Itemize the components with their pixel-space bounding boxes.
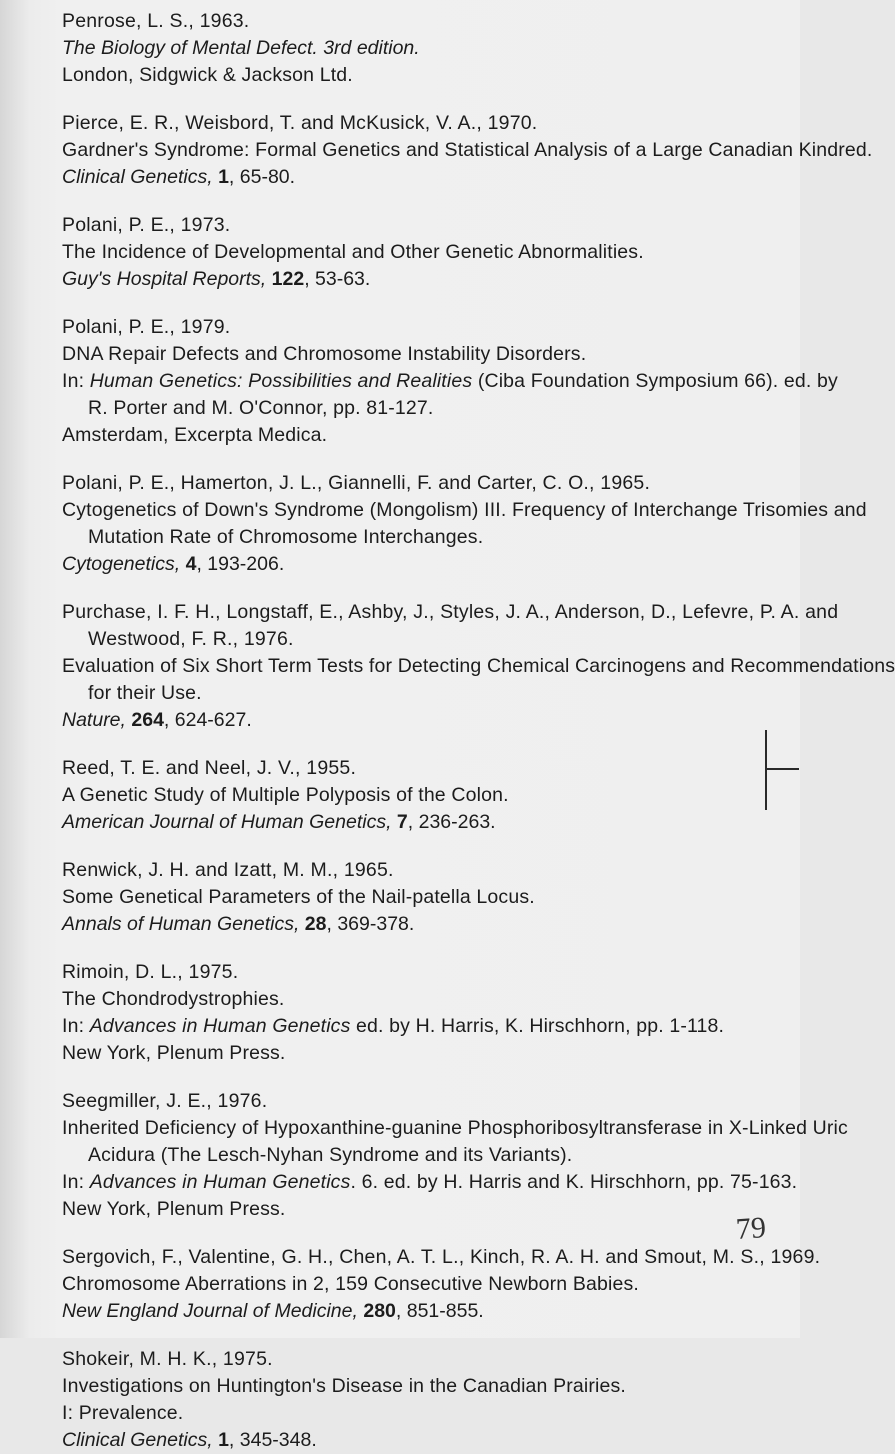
reference-entry xyxy=(62,755,787,836)
reference-publisher: Amsterdam, Excerpta Medica. xyxy=(62,424,328,446)
reference-title-continued: Mutation Rate of Chromosome Interchanges. xyxy=(88,526,484,548)
reference-title: Chromosome Aberrations in 2, 159 Consecutive Newborn Babies. xyxy=(62,1273,639,1295)
reference-authors: Shokeir, M. H. K., 1975. xyxy=(62,1348,273,1370)
reference-source: Cytogenetics, 4, 193-206. xyxy=(62,553,285,575)
reference-entry xyxy=(62,1088,848,1223)
reference-title-continued: for their Use. xyxy=(88,682,202,704)
reference-authors: Polani, P. E., 1979. xyxy=(62,316,231,338)
reference-title: Inherited Deficiency of Hypoxanthine-guanine Phosphoribosyltransferase in X-Linked Uric xyxy=(62,1117,848,1139)
reference-source: Clinical Genetics, 1, 65-80. xyxy=(62,166,296,188)
reference-entry xyxy=(62,599,895,734)
reference-source: The Biology of Mental Defect. 3rd edition. xyxy=(62,37,420,59)
reference-title: A Genetic Study of Multiple Polyposis of the Colon. xyxy=(62,784,509,806)
reference-title: Some Genetical Parameters of the Nail-patella Locus. xyxy=(62,886,535,908)
reference-authors: Pierce, E. R., Weisbord, T. and McKusick, V. A., 1970. xyxy=(62,112,538,134)
reference-title: Investigations on Huntington's Disease in the Canadian Prairies. xyxy=(62,1375,626,1397)
reference-in: In: Advances in Human Genetics. 6. ed. by H. Harris and K. Hirschhorn, pp. 75-163. xyxy=(62,1171,798,1193)
reference-in-continued: R. Porter and M. O'Connor, pp. 81-127. xyxy=(88,397,434,419)
reference-entry xyxy=(62,212,787,293)
reference-title: Evaluation of Six Short Term Tests for Detecting Chemical Carcinogens and Recommendations xyxy=(62,655,895,677)
reference-list xyxy=(62,8,895,1454)
reference-source: Annals of Human Genetics, 28, 369-378. xyxy=(62,913,415,935)
reference-publisher: London, Sidgwick & Jackson Ltd. xyxy=(62,64,353,86)
reference-entry xyxy=(62,470,867,578)
reference-entry xyxy=(62,110,873,191)
reference-entry xyxy=(62,1346,787,1454)
reference-in: In: Advances in Human Genetics ed. by H. Harris, K. Hirschhorn, pp. 1-118. xyxy=(62,1015,725,1037)
reference-authors: Polani, P. E., 1973. xyxy=(62,214,231,236)
reference-authors: Renwick, J. H. and Izatt, M. M., 1965. xyxy=(62,859,394,881)
reference-entry xyxy=(62,959,787,1067)
reference-title-continued: Acidura (The Lesch-Nyhan Syndrome and its Variants). xyxy=(88,1144,573,1166)
reference-title: Cytogenetics of Down's Syndrome (Mongolism) III. Frequency of Interchange Trisomies and xyxy=(62,499,867,521)
reference-authors-continued: Westwood, F. R., 1976. xyxy=(88,628,294,650)
reference-source: Clinical Genetics, 1, 345-348. xyxy=(62,1429,317,1451)
reference-title-continued: I: Prevalence. xyxy=(62,1402,184,1424)
reference-authors: Seegmiller, J. E., 1976. xyxy=(62,1090,268,1112)
reference-source: American Journal of Human Genetics, 7, 236-263. xyxy=(62,811,496,833)
reference-source: Guy's Hospital Reports, 122, 53-63. xyxy=(62,268,371,290)
reference-title: DNA Repair Defects and Chromosome Instability Disorders. xyxy=(62,343,587,365)
reference-in: In: Human Genetics: Possibilities and Realities (Ciba Foundation Symposium 66). ed. by xyxy=(62,370,838,392)
reference-authors: Sergovich, F., Valentine, G. H., Chen, A. T. L., Kinch, R. A. H. and Smout, M. S., 1969. xyxy=(62,1246,821,1268)
reference-source: New England Journal of Medicine, 280, 851-855. xyxy=(62,1300,484,1322)
reference-title: Gardner's Syndrome: Formal Genetics and Statistical Analysis of a Large Canadian Kindred. xyxy=(62,139,873,161)
reference-authors: Purchase, I. F. H., Longstaff, E., Ashby, J., Styles, J. A., Anderson, D., Lefevre, P. A. and xyxy=(62,601,839,623)
reference-publisher: New York, Plenum Press. xyxy=(62,1042,286,1064)
reference-authors: Penrose, L. S., 1963. xyxy=(62,10,250,32)
reference-title: The Incidence of Developmental and Other Genetic Abnormalities. xyxy=(62,241,644,263)
reference-source: Nature, 264, 624-627. xyxy=(62,709,252,731)
reference-authors: Reed, T. E. and Neel, J. V., 1955. xyxy=(62,757,357,779)
reference-entry xyxy=(62,857,787,938)
reference-authors: Polani, P. E., Hamerton, J. L., Giannelli, F. and Carter, C. O., 1965. xyxy=(62,472,651,494)
page-number: 79 xyxy=(734,1210,768,1247)
reference-authors: Rimoin, D. L., 1975. xyxy=(62,961,239,983)
margin-bracket-mark xyxy=(765,730,777,810)
reference-entry xyxy=(62,8,787,89)
reference-entry xyxy=(62,314,838,449)
reference-publisher: New York, Plenum Press. xyxy=(62,1198,286,1220)
reference-entry xyxy=(62,1244,821,1325)
reference-title: The Chondrodystrophies. xyxy=(62,988,285,1010)
